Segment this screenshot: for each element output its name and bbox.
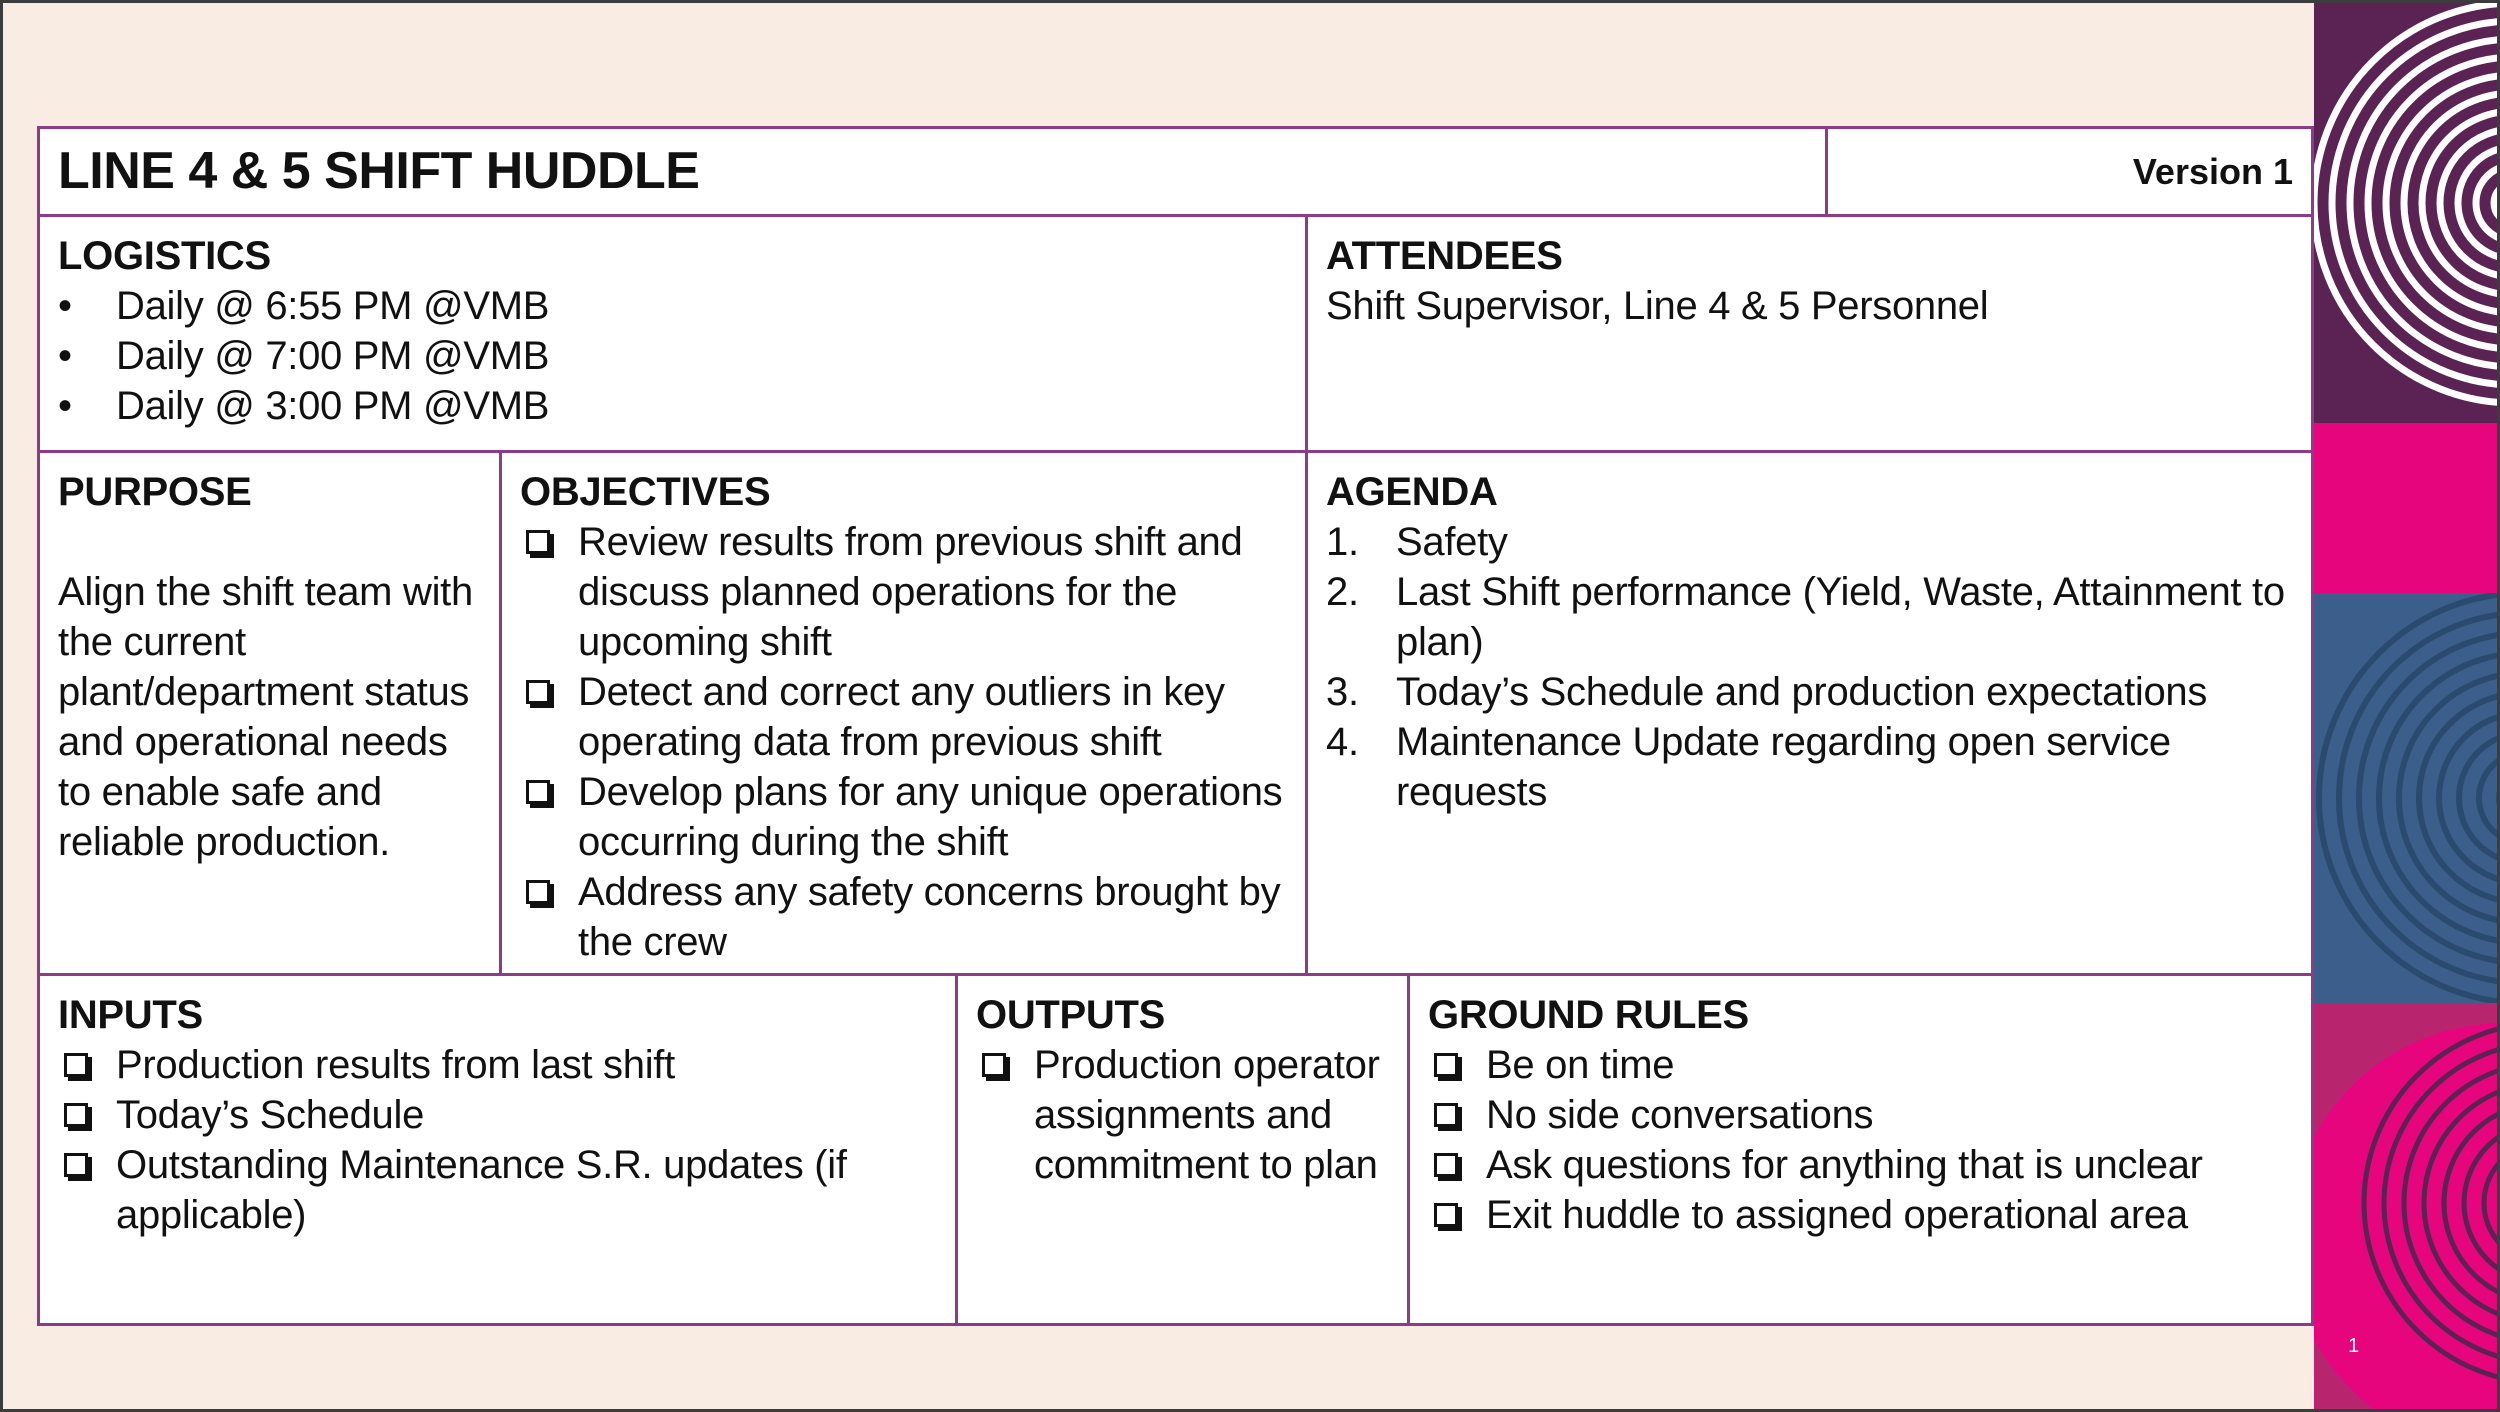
agenda-heading: AGENDA (1326, 470, 1498, 514)
slide-number: 1 (2348, 1335, 2360, 1357)
inputs-list (58, 1040, 945, 1240)
purpose-text: Align the shift team with the current plant/department status and operational needs to enable safe and reliable production. (58, 570, 473, 864)
ground-rules-heading: GROUND RULES (1428, 993, 1749, 1037)
agenda-section (1308, 453, 2311, 973)
checkbox-icon (64, 1053, 88, 1077)
item-number: 1. (1326, 520, 1359, 564)
checkbox-icon (982, 1053, 1006, 1077)
list-item: Address any safety concerns brought by the crew (520, 867, 1299, 967)
list-item: Production operator assignments and commitment to plan (976, 1040, 1397, 1190)
outputs-list (976, 1040, 1397, 1190)
checkbox-icon (526, 780, 550, 804)
checkbox-icon (1434, 1203, 1458, 1227)
attendees-section (1308, 217, 2311, 450)
objectives-heading: OBJECTIVES (520, 470, 771, 514)
inputs-section (40, 976, 955, 1323)
objectives-list (520, 517, 1299, 967)
list-item: Exit huddle to assigned operational area (1428, 1190, 2305, 1240)
list-item: Today’s Schedule (58, 1090, 945, 1140)
checkbox-icon (1434, 1153, 1458, 1177)
ground-rules-list (1428, 1040, 2305, 1240)
huddle-table (37, 126, 2314, 1326)
checkbox-icon (1434, 1053, 1458, 1077)
list-item: 2. Last Shift performance (Yield, Waste, Attainment to plan) (1326, 567, 2305, 667)
outputs-section (958, 976, 1407, 1323)
checkbox-icon (64, 1153, 88, 1177)
list-item: Be on time (1428, 1040, 2305, 1090)
attendees-text: Shift Supervisor, Line 4 & 5 Personnel (1326, 284, 1989, 328)
agenda-list (1326, 517, 2305, 817)
outputs-heading: OUTPUTS (976, 993, 1166, 1037)
bullet-icon: • (58, 284, 72, 328)
list-item: 3. Today’s Schedule and production expectations (1326, 667, 2305, 717)
list-item: Outstanding Maintenance S.R. updates (if applicable) (58, 1140, 945, 1240)
attendees-heading: ATTENDEES (1326, 234, 1563, 278)
checkbox-icon (64, 1103, 88, 1127)
checkbox-icon (526, 880, 550, 904)
logistics-section (40, 217, 1305, 450)
purpose-section (40, 453, 499, 973)
list-item: 1. Safety (1326, 517, 2305, 567)
version-cell (1828, 129, 2311, 214)
inputs-heading: INPUTS (58, 993, 203, 1037)
item-number: 4. (1326, 720, 1359, 764)
purpose-heading: PURPOSE (58, 470, 252, 514)
list-item: Review results from previous shift and discuss planned operations for the upcoming shift (520, 517, 1299, 667)
checkbox-icon (526, 680, 550, 704)
title-cell (40, 129, 1825, 214)
objectives-section (502, 453, 1305, 973)
list-item: • Daily @ 6:55 PM @VMB (58, 281, 1305, 331)
list-item: Ask questions for anything that is unclear (1428, 1140, 2305, 1190)
logistics-heading: LOGISTICS (58, 234, 271, 278)
bullet-icon: • (58, 384, 72, 428)
version-label: Version 1 (2132, 151, 2293, 192)
list-item: No side conversations (1428, 1090, 2305, 1140)
list-item: Production results from last shift (58, 1040, 945, 1090)
ground-rules-section (1410, 976, 2311, 1323)
logistics-list (58, 281, 1305, 431)
page-title: LINE 4 & 5 SHIFT HUDDLE (58, 142, 700, 200)
list-item: • Daily @ 7:00 PM @VMB (58, 331, 1305, 381)
item-number: 2. (1326, 570, 1359, 614)
list-item: • Daily @ 3:00 PM @VMB (58, 381, 1305, 431)
item-number: 3. (1326, 670, 1359, 714)
list-item: Develop plans for any unique operations occurring during the shift (520, 767, 1299, 867)
list-item: 4. Maintenance Update regarding open service requests (1326, 717, 2305, 817)
bullet-icon: • (58, 334, 72, 378)
checkbox-icon (1434, 1103, 1458, 1127)
decorative-pattern (2314, 3, 2500, 1412)
list-item: Detect and correct any outliers in key operating data from previous shift (520, 667, 1299, 767)
checkbox-icon (526, 530, 550, 554)
